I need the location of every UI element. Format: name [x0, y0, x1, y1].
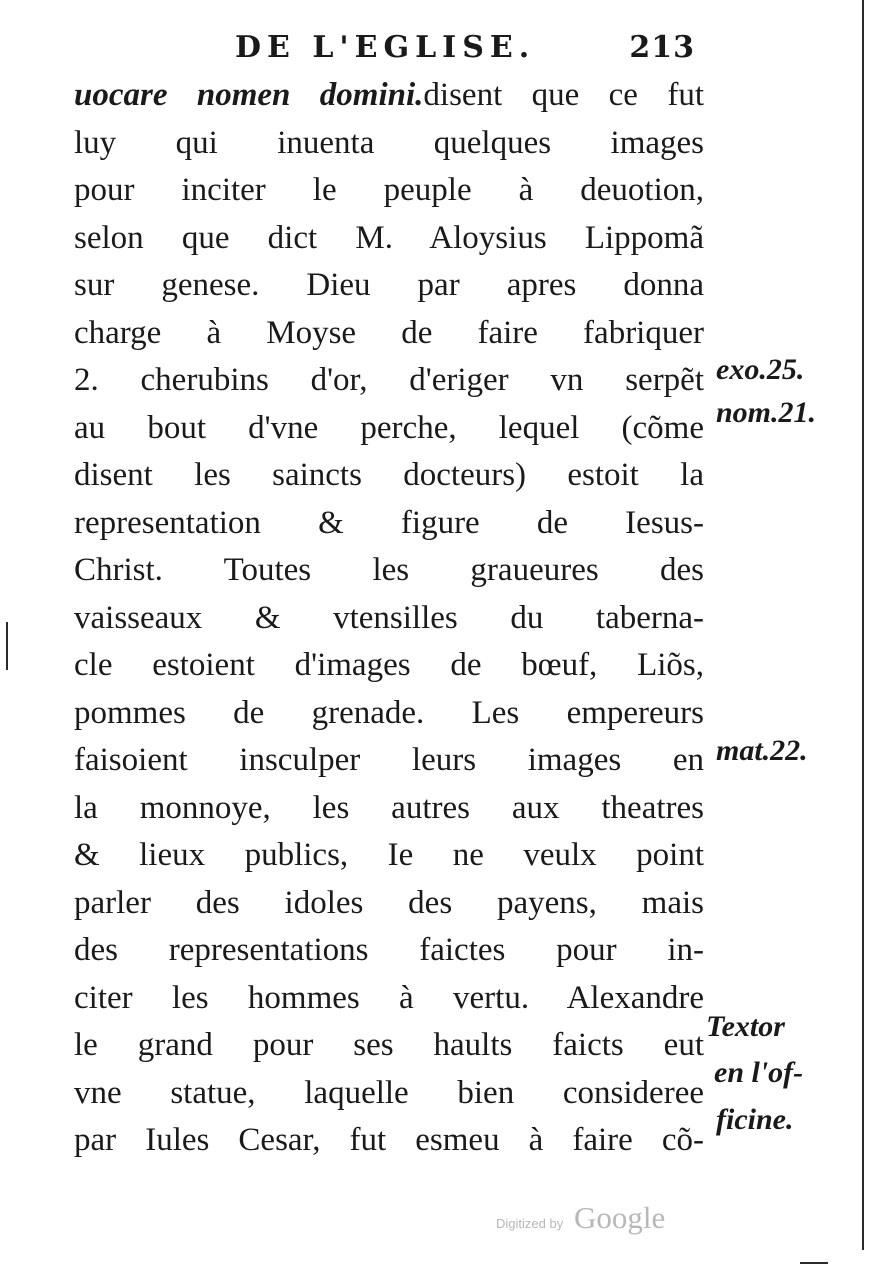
text-line-9: disent les saincts docteurs) estoit la — [74, 457, 704, 493]
text-line-1 — [74, 72, 704, 120]
margin-note-numbers: nom.21. — [716, 396, 817, 429]
text-line-14: pommes de grenade. Les empereurs — [74, 694, 704, 731]
page-edge-rule — [862, 0, 864, 1250]
digitization-watermark — [496, 1200, 696, 1244]
page-number: 213 — [629, 30, 695, 65]
text-line-12: vaisseaux & vtensilles du taberna- — [74, 599, 704, 636]
left-margin-mark — [6, 622, 8, 670]
italic-quote: uocare nomen domini. — [74, 77, 424, 113]
margin-note-matthew: mat.22. — [716, 734, 808, 767]
text-line-16: la monnoye, les autres aux theatres — [74, 789, 704, 826]
text-line-15: faisoient insculper leurs images en — [74, 742, 704, 778]
text-line-19: des representations faictes pour in- — [74, 932, 704, 968]
text-line-3: pour inciter le peuple à deuotion, — [74, 172, 704, 208]
text-line-6: charge à Moyse de faire fabriquer — [74, 314, 704, 351]
running-header — [235, 30, 695, 70]
text-line-5: sur genese. Dieu par apres donna — [74, 267, 704, 303]
text-line-17: & lieux publics, Ie ne veulx point — [74, 837, 704, 873]
text-line-20: citer les hommes à vertu. Alexandre — [74, 979, 704, 1016]
body-text — [74, 72, 704, 1165]
text-line-2: luy qui inuenta quelques images — [74, 124, 704, 161]
text-line-21: le grand pour ses haults faicts eut — [74, 1027, 704, 1063]
text-line-7: 2. cherubins d'or, d'eriger vn serpẽt — [74, 362, 704, 398]
line-text: disent que ce fut — [423, 77, 704, 113]
margin-note-ficine: ficine. — [716, 1103, 794, 1136]
text-line-18: parler des idoles des payens, mais — [74, 884, 704, 921]
margin-note-exodus: exo.25. — [716, 353, 805, 386]
running-title: DE L'EGLISE. — [235, 30, 536, 65]
margin-note-officine: en l'of- — [714, 1056, 804, 1089]
margin-note-textor: Textor — [706, 1010, 785, 1043]
bottom-corner-mark — [800, 1262, 828, 1264]
text-line-11: Christ. Toutes les graueures des — [74, 552, 704, 588]
text-line-13: cle estoient d'images de bœuf, Liõs, — [74, 647, 704, 683]
text-line-8: au bout d'vne perche, lequel (cõme — [74, 409, 704, 446]
google-logo: Google — [574, 1200, 666, 1235]
text-line-10: representation & figure de Iesus- — [74, 504, 704, 541]
text-line-22: vne statue, laquelle bien consideree — [74, 1074, 704, 1111]
watermark-prefix: Digitized by — [496, 1216, 564, 1231]
text-line-23: par Iules Cesar, fut esmeu à faire cõ- — [74, 1122, 704, 1158]
text-line-4: selon que dict M. Aloysius Lippomã — [74, 219, 704, 256]
